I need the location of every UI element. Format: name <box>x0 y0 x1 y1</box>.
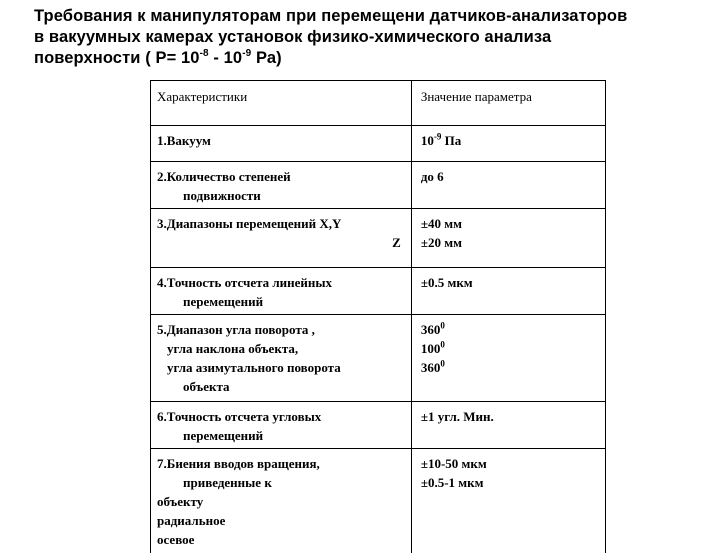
row-6-line-2: перемещений <box>157 426 405 445</box>
row-3-line-1: 3.Диапазоны перемещений X,Y <box>157 216 341 231</box>
row-5-line-3: угла азимутального поворота <box>157 358 405 377</box>
row-7-value-line-1: ±10-50 мкм <box>421 454 599 473</box>
row-2-value-line-1: до 6 <box>421 169 444 184</box>
table-row <box>151 449 606 553</box>
row-7-line-2: приведенные к <box>157 473 405 492</box>
row-2-characteristic <box>151 162 412 209</box>
row-2-value <box>411 162 605 209</box>
row-3-value <box>411 209 605 268</box>
title-line-3-prefix: поверхности ( Р= 10 <box>34 49 200 67</box>
page-title <box>34 6 704 69</box>
row-5-line-2: угла наклона объекта, <box>157 339 405 358</box>
row-5-value-1-base: 360 <box>421 322 441 337</box>
row-1-label: 1.Вакуум <box>157 133 211 148</box>
title-line-3-suffix: Ра) <box>251 49 281 67</box>
row-4-line-1: 4.Точность отсчета линейных <box>157 275 332 290</box>
title-line-3-mid: - 10 <box>209 49 243 67</box>
row-6-value <box>411 402 605 449</box>
title-exponent-1: -8 <box>200 48 209 59</box>
header-characteristics: Характеристики <box>151 81 412 126</box>
row-7-value-line-2: ±0.5-1 мкм <box>421 473 599 492</box>
row-2-line-2: подвижности <box>157 186 405 205</box>
table-row <box>151 209 606 268</box>
row-7-line-3: объекту <box>157 492 405 511</box>
row-3-value-line-1: ±40 мм <box>421 214 599 233</box>
table-row <box>151 268 606 315</box>
row-4-value-line-1: ±0.5 мкм <box>421 275 473 290</box>
row-5-value-1-degree: 0 <box>440 321 445 331</box>
row-2-line-1: 2.Количество степеней <box>157 169 291 184</box>
row-5-line-1: 5.Диапазон угла поворота , <box>157 322 315 337</box>
header-value: Значение параметра <box>411 81 605 126</box>
row-5-value-3-degree: 0 <box>440 359 445 369</box>
row-1-characteristic <box>151 126 412 162</box>
row-5-characteristic <box>151 315 412 402</box>
row-5-value-3-base: 360 <box>421 360 441 375</box>
row-4-value <box>411 268 605 315</box>
row-3-characteristic <box>151 209 412 268</box>
row-4-line-2: перемещений <box>157 292 405 311</box>
row-5-value-2-base: 100 <box>421 341 441 356</box>
row-5-value <box>411 315 605 402</box>
row-5-value-line-1 <box>421 320 599 339</box>
table-row <box>151 126 606 162</box>
row-6-line-1: 6.Точность отсчета угловых <box>157 409 321 424</box>
row-7-line-4: радиальное <box>157 511 405 530</box>
row-5-line-4: объекта <box>157 377 405 396</box>
table-row <box>151 315 606 402</box>
row-1-value-exponent: -9 <box>434 132 442 142</box>
row-1-value <box>411 126 605 162</box>
table-row <box>151 162 606 209</box>
row-6-value-line-1: ±1 угл. Мин. <box>421 409 494 424</box>
requirements-table <box>150 80 606 553</box>
row-7-line-1: 7.Биения вводов вращения, <box>157 456 320 471</box>
row-4-characteristic <box>151 268 412 315</box>
row-1-value-base: 10 <box>421 133 434 148</box>
title-line-3 <box>34 48 704 69</box>
row-7-characteristic <box>151 449 412 553</box>
row-1-value-unit: Па <box>441 133 461 148</box>
title-line-1: Требования к манипуляторам при перемещени датчиков-анализаторов <box>34 6 704 27</box>
row-5-value-2-degree: 0 <box>440 340 445 350</box>
row-7-line-5: осевое <box>157 530 405 549</box>
title-exponent-2: -9 <box>242 48 251 59</box>
row-5-value-line-3 <box>421 358 599 377</box>
row-3-line-2: Z <box>157 233 405 252</box>
table-header-row <box>151 81 606 126</box>
row-7-value <box>411 449 605 553</box>
row-5-value-line-2 <box>421 339 599 358</box>
row-3-value-line-2: ±20 мм <box>421 233 599 252</box>
title-line-2: в вакуумных камерах установок физико-химического анализа <box>34 27 704 48</box>
row-6-characteristic <box>151 402 412 449</box>
table-row <box>151 402 606 449</box>
